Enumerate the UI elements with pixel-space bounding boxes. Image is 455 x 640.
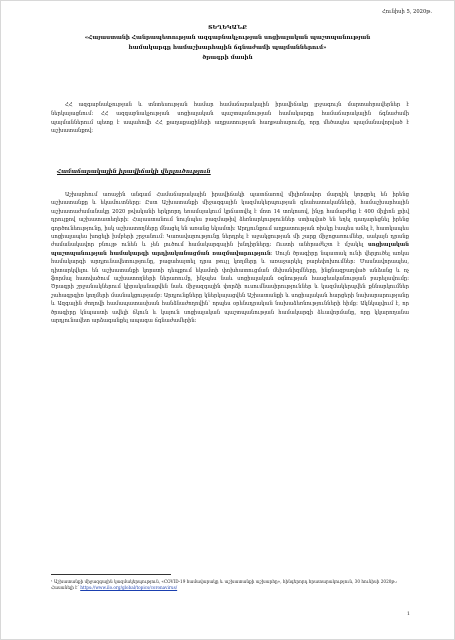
document-title [41, 23, 414, 63]
title-line-2: համակարգը համաշխարհային ճգնաժամի պայմաններում» [128, 45, 327, 51]
section-subheading: Համաճարակային իրավիճակի վերլուծություն [57, 169, 211, 175]
footnote-divider [51, 574, 171, 575]
title-label: ՏԵՂԵԿԱՆՔ [208, 25, 247, 31]
body-paragraph [51, 191, 409, 326]
document-date: Հունիսի 5, 2020թ. [381, 9, 432, 15]
title-line-3: ծրագրի մասին [202, 55, 253, 61]
page-number: 1 [406, 611, 410, 617]
body-text-part-1: Աշխարհում առաջին անգամ Համաճարակային իրավիճակի պատճառով միլիոնավոր մարդիկ կորցրել են իրենց աշխատանքը և եկամուտները։ Ըստ Աշխատանքի միջազգային կազմակերպության գնահատականների, համաշխարհային աշխատաժամանակը 2020 թվականի երկրորդ եռամսյակում կրճատվել է մոտ 14 տոկոսով, ինչը համարժեք է 400 միլիոն լրիվ դրույքով աշխատատեղերի։ Հայաստանում նույնպես բազմաթիվ ձեռնարկություններ ստիպված են եղել դադարեցնել իրենց գործունեությունը, իսկ աշխատողները մնացել են առանց եկամտի։ Արդյունքում աղքատության ռիսկը էապես աճել է, հատկապես սոցիալապես խոցելի խմբերի շրջանում։ Կառավարությունը ներդրել է աջակցության մի շարք միջոցառումներ, սակայն դրանք ժամանակավոր բնույթ ունեն և չեն լուծում համակարգային խնդիրները։ Ուստի անհրաժեշտ է մշակել [51, 192, 409, 249]
body-text-part-2: ։ Սույն ծրագիրը նպատակ ունի վերլուծել առկա համակարգի արդյունավետությունը, բացահայտել դրա թույլ կողմերը և առաջարկել բարեփոխումներ։ Մասնավորապես, դիտարկվելու են աշխատանքի կորստի դեպքում եկամտի փոխհատուցման մեխանիզմները, ինքնազբաղված անձանց և ոչ ֆորմալ հատվածում աշխատողների ներառումը, ինչպես նաև սոցիալական օգնության հասցեականության բարելավումը։ Ծրագրի շրջանակներում կիրականացվեն նաև միջազգային փորձի ուսումնասիրություններ և կազմակերպվեն քննարկումներ շահագրգիռ կողմերի մասնակցությամբ։ Արդյունքները կներկայացվեն Աշխատանքի և սոցիալական հարցերի նախարարությանը և Ազգային ժողովի համապատասխան հանձնաժողովին՝ որպես օրենսդրական նախաձեռնությունների հիմք։ Ակնկալվում է, որ ծրագիրը կնպաստի ավելի ճկուն և կայուն սոցիալական պաշտպանության համակարգի ձևավորմանը, որը կկարողանա արդյունավետ արձագանքել ապագա ճգնաժամերին։ [51, 250, 410, 325]
footnote-link[interactable]: https://www.ilo.org/global/topics/coronavirus/ [80, 585, 178, 591]
intro-paragraph: ՀՀ ազգաբնակչության և տնտեսության համար համաճարակային իրավիճակը լրջագույն մարտահրավերներ է ներկայացնում: ՀՀ ազգաբնակչության սոցիալական պաշտպանության համակարգը համաճարակային ճգնաժամի պայմաններում պետք է ապահովի ՀՀ քաղաքացիների աղքատության հաղթահարումը, որը մեծապես պայմանավորված է աշխատանքով: [51, 102, 409, 135]
footnote-text: ¹ Աշխատանքի միջազգային կազմակերպություն, «COVID-19 համավարակը և աշխատանքի աշխարհը», հինգերորդ հրատարակություն, 30 հունիսի 2020թ.։ Հասանելի է՝ [51, 579, 398, 591]
body-text-bold: սոցիալական պաշտպանության համակարգի արդիականացման ռազմավարություն [51, 242, 409, 257]
title-line-1: «Հայաստանի Հանրապետության ազգաբնակչության սոցիալական պաշտպանության [84, 35, 371, 41]
footnote [51, 579, 409, 592]
